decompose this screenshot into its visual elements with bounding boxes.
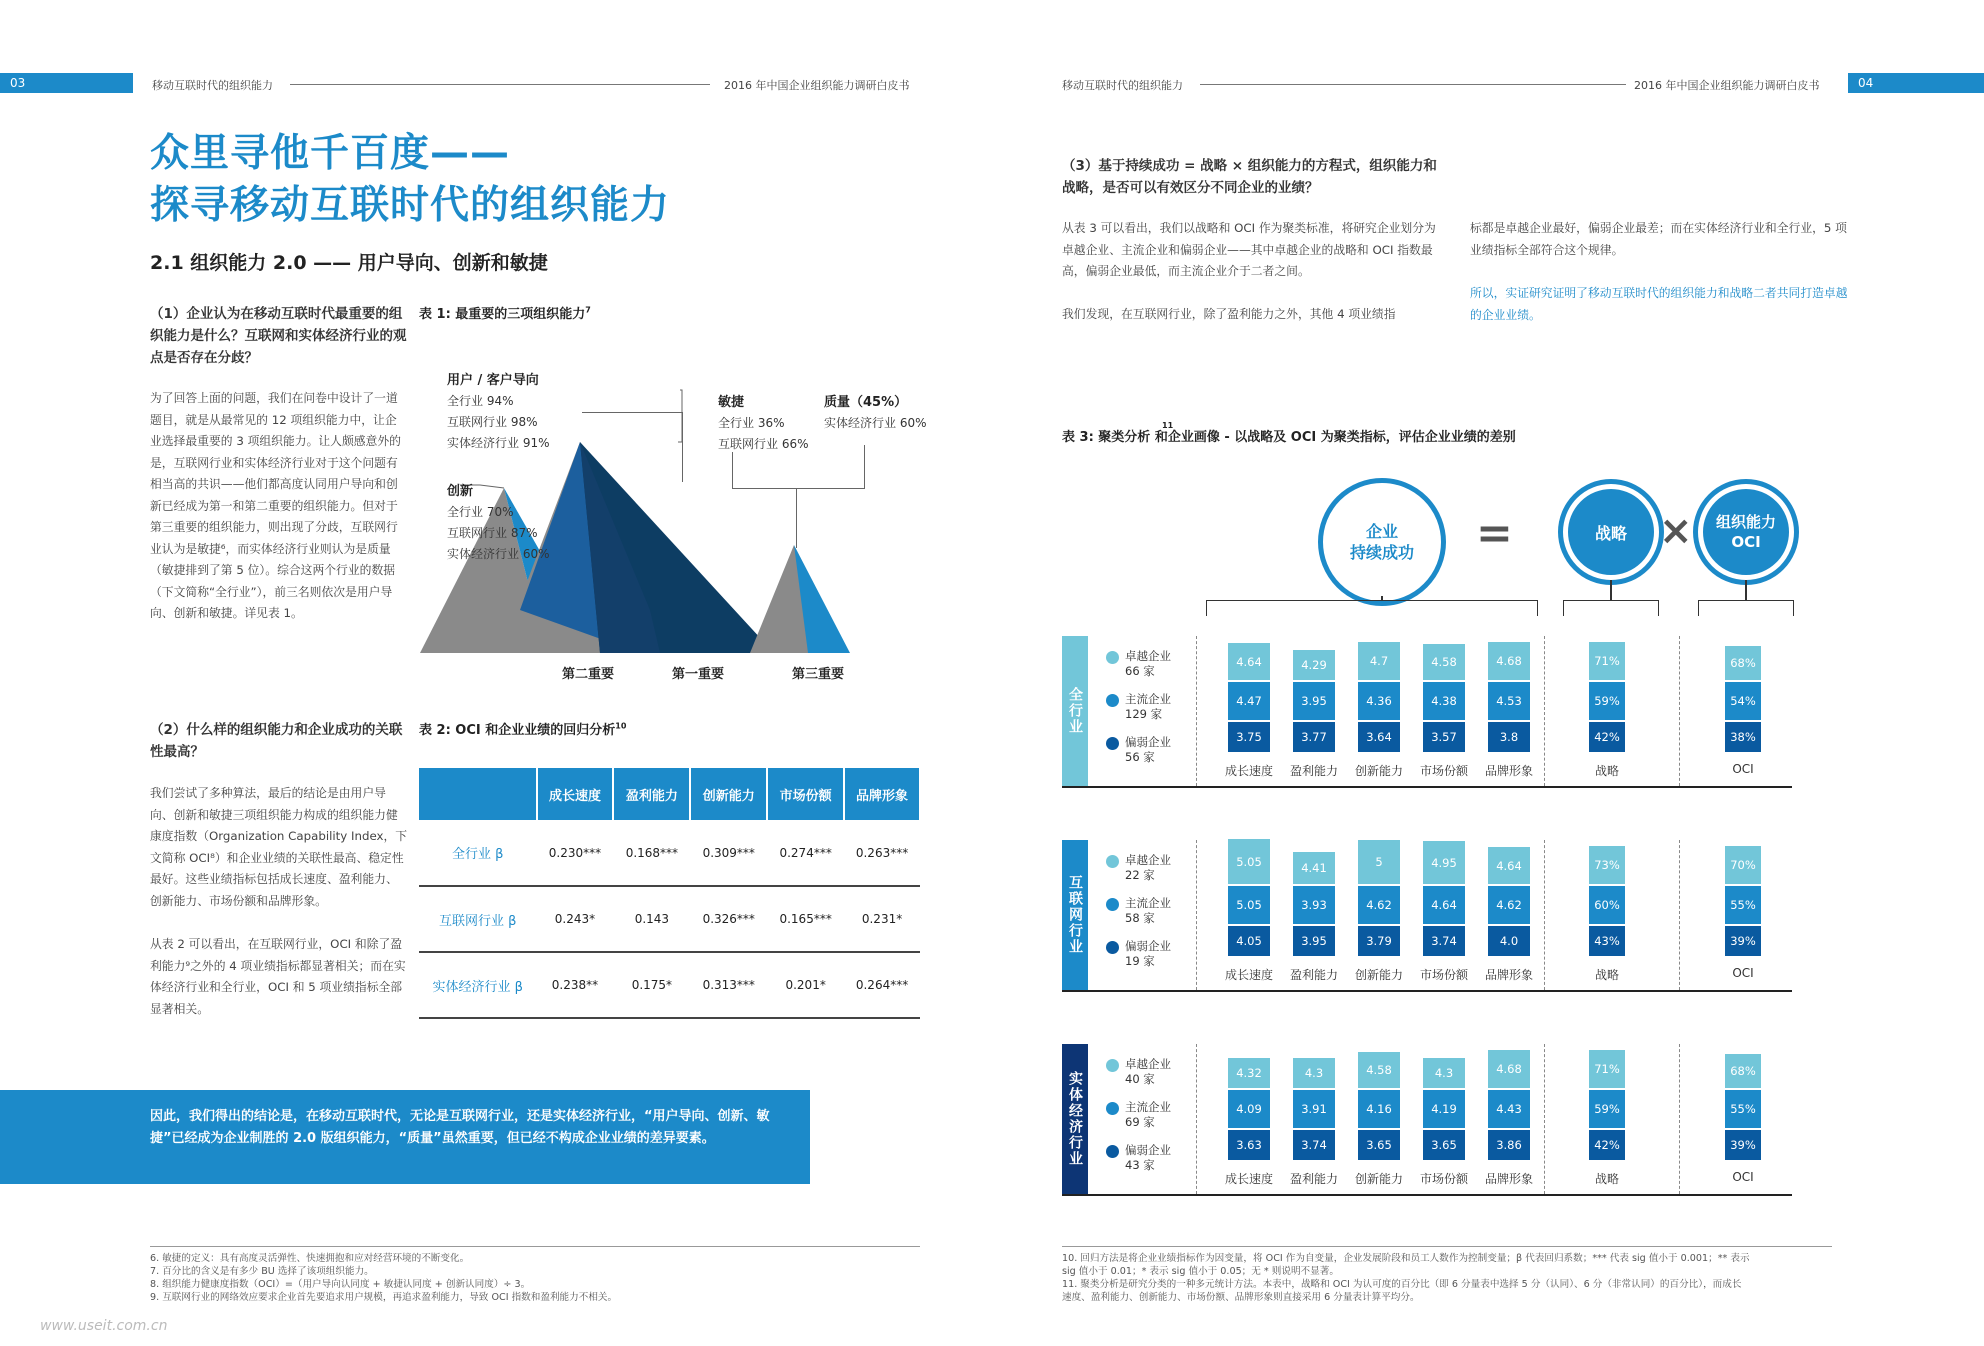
strategy-bar-segment: 60% bbox=[1589, 886, 1625, 924]
metric-bar-segment: 4.62 bbox=[1488, 886, 1530, 924]
metric-x-label: 品牌形象 bbox=[1484, 1172, 1533, 1186]
panel-separator bbox=[1679, 636, 1680, 786]
metric-bar-segment: 3.57 bbox=[1423, 722, 1465, 752]
legend-dot bbox=[1106, 737, 1119, 750]
metric-bar-segment: 3.74 bbox=[1423, 926, 1465, 956]
table-cell: 0.274*** bbox=[767, 820, 844, 886]
agile-connector-v2 bbox=[796, 488, 797, 548]
legend-entry: 主流企业 69 家 bbox=[1125, 1100, 1171, 1129]
table-cell: 0.168*** bbox=[613, 820, 690, 886]
strategy-bracket-stem bbox=[1610, 580, 1612, 600]
metric-x-label: 盈利能力 bbox=[1289, 764, 1338, 778]
panel-separator bbox=[1544, 840, 1545, 990]
page-number-tab-right bbox=[1848, 73, 1984, 93]
metric-bar-segment: 4.05 bbox=[1228, 926, 1270, 956]
oci-x-label: OCI bbox=[1732, 966, 1754, 980]
conclusion-text: 因此，我们得出的结论是，在移动互联时代，无论是互联网行业，还是实体经济行业，“用户导向、创新、敏捷”已经成为企业制胜的 2.0 版组织能力，“质量”虽然重要，但已经不构成企业业绩的差异要素。 bbox=[150, 1109, 770, 1146]
table2-corner bbox=[419, 768, 537, 820]
metric-bar-segment: 4.95 bbox=[1423, 841, 1465, 884]
metric-bar-segment: 4.7 bbox=[1358, 642, 1400, 680]
metric-bar-segment: 3.65 bbox=[1423, 1130, 1465, 1160]
success-bracket bbox=[1206, 600, 1538, 616]
legend-dot bbox=[1106, 1102, 1119, 1115]
table-cell: 0.309*** bbox=[690, 820, 767, 886]
legend-dot bbox=[1106, 855, 1119, 868]
legend-dot bbox=[1106, 651, 1119, 664]
panel-baseline bbox=[1062, 990, 1792, 992]
quality-connector-v bbox=[864, 445, 865, 489]
oci-bar-segment: 70% bbox=[1725, 846, 1761, 884]
metric-bar-segment: 5 bbox=[1358, 840, 1400, 884]
panel-side-label: 实体经济行业 bbox=[1062, 1044, 1088, 1194]
header-right-text-right: 2016 年中国企业组织能力调研白皮书 bbox=[1634, 79, 1820, 92]
table-cell: 0.143 bbox=[613, 886, 690, 952]
strategy-bar-segment: 59% bbox=[1589, 682, 1625, 720]
legend-entry: 主流企业 58 家 bbox=[1125, 896, 1171, 925]
question-3: （3）基于持续成功 = 战略 × 组织能力的方程式，组织能力和战略，是否可以有效区分不同企业的业绩？ bbox=[1062, 158, 1437, 196]
strategy-bracket bbox=[1563, 600, 1659, 616]
page-title-line2: 探寻移动互联时代的组织能力 bbox=[150, 183, 671, 228]
legend-dot bbox=[1106, 694, 1119, 707]
question-2: （2）什么样的组织能力和企业成功的关联性最高？ bbox=[150, 722, 403, 760]
strategy-bar-segment: 42% bbox=[1589, 1130, 1625, 1160]
question-1: （1）企业认为在移动互联时代最重要的组织能力是什么？互联网和实体经济行业的观点是否存在分歧？ bbox=[150, 306, 407, 366]
legend-entry: 主流企业 129 家 bbox=[1125, 692, 1171, 721]
metric-bar-segment: 4.19 bbox=[1423, 1090, 1465, 1128]
metric-bar-segment: 4.41 bbox=[1293, 852, 1335, 884]
table-cell: 0.243* bbox=[537, 886, 614, 952]
row-label: 实体经济行业 β bbox=[419, 952, 537, 1018]
table2-title: 表 2: OCI 和企业业绩的回归分析$^{10}$ bbox=[419, 721, 627, 738]
section-title: 2.1 组织能力 2.0 —— 用户导向、创新和敏捷 bbox=[150, 252, 548, 274]
header-rule bbox=[290, 84, 710, 85]
paragraph-4: 从表 3 可以看出，我们以战略和 OCI 作为聚类标准，将研究企业划分为卓越企业、主流企业和偏弱企业——其中卓越企业的战略和 OCI 指数最高，偏弱企业最低，而主流企业介于二者之间。 bbox=[1062, 221, 1436, 278]
metric-x-label: 盈利能力 bbox=[1289, 1172, 1338, 1186]
metric-bar-segment: 4.29 bbox=[1293, 650, 1335, 680]
panel-separator bbox=[1196, 636, 1197, 786]
user-connector-h bbox=[582, 412, 683, 413]
panel-separator bbox=[1544, 1044, 1545, 1194]
legend-entry: 卓越企业 40 家 bbox=[1125, 1057, 1171, 1086]
oci-bar-segment: 39% bbox=[1725, 1130, 1761, 1160]
strategy-bar-segment: 43% bbox=[1589, 926, 1625, 956]
metric-bar-segment: 3.65 bbox=[1358, 1130, 1400, 1160]
regression-table bbox=[419, 768, 921, 1019]
metric-x-label: 市场份额 bbox=[1419, 968, 1468, 982]
strategy-x-label: 战略 bbox=[1594, 968, 1619, 982]
metric-bar-segment: 3.74 bbox=[1293, 1130, 1335, 1160]
table-cell: 0.231* bbox=[844, 886, 920, 952]
paragraph-3: 从表 2 可以看出，在互联网行业，OCI 和除了盈利能力⁹之外的 4 项业绩指标都显著相关；而在实体经济行业和全行业，OCI 和 5 项业绩指标全部显著相关。 bbox=[150, 937, 406, 1016]
metric-bar-segment: 4.64 bbox=[1423, 886, 1465, 924]
paragraph-6: 标都是卓越企业最好，偏弱企业最差；而在实体经济行业和全行业，5 项业绩指标全部符合这个规律。 bbox=[1470, 221, 1847, 257]
table-row bbox=[419, 952, 920, 1018]
metric-bar-segment: 4.36 bbox=[1358, 682, 1400, 720]
table-cell: 0.201* bbox=[767, 952, 844, 1018]
panel-separator bbox=[1196, 840, 1197, 990]
metric-bar-segment: 4.53 bbox=[1488, 682, 1530, 720]
success-bracket-stem bbox=[1381, 596, 1383, 601]
table2-header: 盈利能力 bbox=[613, 768, 690, 820]
metric-bar-segment: 4.64 bbox=[1488, 847, 1530, 884]
innovation-label-group: 创新 全行业 70% 互联网行业 87% 实体经济行业 60% bbox=[447, 484, 550, 561]
metric-bar-segment: 3.8 bbox=[1488, 722, 1530, 752]
panel-separator bbox=[1196, 1044, 1197, 1194]
strategy-bar-segment: 59% bbox=[1589, 1090, 1625, 1128]
metric-bar-segment: 3.79 bbox=[1358, 926, 1400, 956]
user-connector-v bbox=[682, 412, 683, 482]
strategy-bar-segment: 71% bbox=[1589, 642, 1625, 680]
metric-x-label: 创新能力 bbox=[1354, 1172, 1403, 1186]
metric-x-label: 成长速度 bbox=[1224, 1172, 1273, 1186]
row-label: 全行业 β bbox=[419, 820, 537, 886]
metric-x-label: 成长速度 bbox=[1224, 764, 1273, 778]
header-rule-right bbox=[1200, 84, 1626, 85]
metric-x-label: 创新能力 bbox=[1354, 764, 1403, 778]
metric-bar-segment: 3.75 bbox=[1228, 722, 1270, 752]
strategy-circle: 战略 bbox=[1563, 484, 1659, 580]
legend-entry: 偏弱企业 19 家 bbox=[1125, 939, 1171, 968]
footnote-rule-left bbox=[150, 1246, 920, 1247]
metric-bar-segment: 4.3 bbox=[1293, 1058, 1335, 1088]
metric-bar-segment: 4.58 bbox=[1358, 1052, 1400, 1088]
table-cell: 0.175* bbox=[613, 952, 690, 1018]
quality-label-group: 质量（45%） 实体经济行业 60% bbox=[824, 395, 927, 430]
metric-bar-segment: 5.05 bbox=[1228, 839, 1270, 884]
oci-bar-segment: 68% bbox=[1725, 1054, 1761, 1088]
metric-x-label: 品牌形象 bbox=[1484, 764, 1533, 778]
metric-bar-segment: 4.38 bbox=[1423, 682, 1465, 720]
footnote-rule-right bbox=[1062, 1246, 1832, 1247]
metric-x-label: 成长速度 bbox=[1224, 968, 1273, 982]
panel-side-label: 互联网行业 bbox=[1062, 840, 1088, 990]
metric-bar-segment: 4.58 bbox=[1423, 644, 1465, 680]
metric-bar-segment: 4.68 bbox=[1488, 1050, 1530, 1088]
equals-sign: = bbox=[1476, 508, 1513, 559]
panel-separator bbox=[1544, 636, 1545, 786]
legend-dot bbox=[1106, 1059, 1119, 1072]
page-number: 03 bbox=[10, 76, 26, 90]
metric-bar-segment: 3.86 bbox=[1488, 1130, 1530, 1160]
legend-entry: 卓越企业 22 家 bbox=[1125, 853, 1171, 882]
metric-bar-segment: 5.05 bbox=[1228, 886, 1270, 924]
metric-bar-segment: 4.47 bbox=[1228, 682, 1270, 720]
panel-separator bbox=[1679, 840, 1680, 990]
table-cell: 0.264*** bbox=[844, 952, 920, 1018]
table-cell: 0.165*** bbox=[767, 886, 844, 952]
table1-title: 表 1: 最重要的三项组织能力$^7$ bbox=[419, 305, 591, 322]
table-row bbox=[419, 820, 920, 886]
metric-x-label: 品牌形象 bbox=[1484, 968, 1533, 982]
oci-bar-segment: 68% bbox=[1725, 646, 1761, 680]
metric-x-label: 创新能力 bbox=[1354, 968, 1403, 982]
metric-bar-segment: 3.95 bbox=[1293, 926, 1335, 956]
times-sign: × bbox=[1659, 508, 1693, 554]
metric-bar-segment: 3.93 bbox=[1293, 886, 1335, 924]
table2-header: 市场份额 bbox=[767, 768, 844, 820]
table-cell: 0.326*** bbox=[690, 886, 767, 952]
paragraph-5: 我们发现，在互联网行业，除了盈利能力之外，其他 4 项业绩指 bbox=[1062, 307, 1396, 321]
legend-entry: 偏弱企业 43 家 bbox=[1125, 1143, 1171, 1172]
watermark: www.useit.com.cn bbox=[40, 1318, 168, 1334]
metric-bar-segment: 3.63 bbox=[1228, 1130, 1270, 1160]
metric-bar-segment: 4.64 bbox=[1228, 643, 1270, 680]
metric-x-label: 市场份额 bbox=[1419, 764, 1468, 778]
table2-header: 成长速度 bbox=[537, 768, 614, 820]
header-left-text: 移动互联时代的组织能力 bbox=[152, 79, 273, 92]
strategy-bar-segment: 71% bbox=[1589, 1050, 1625, 1088]
strategy-bar-segment: 42% bbox=[1589, 722, 1625, 752]
metric-bar-segment: 4.09 bbox=[1228, 1090, 1270, 1128]
metric-bar-segment: 4.3 bbox=[1423, 1058, 1465, 1088]
metric-x-label: 市场份额 bbox=[1419, 1172, 1468, 1186]
table-row bbox=[419, 886, 920, 952]
metric-bar-segment: 4.32 bbox=[1228, 1058, 1270, 1088]
legend-dot bbox=[1106, 1145, 1119, 1158]
row-label: 互联网行业 β bbox=[419, 886, 537, 952]
axis-second: 第二重要 bbox=[562, 667, 615, 682]
conclusion-box bbox=[0, 1090, 810, 1184]
oci-bracket bbox=[1698, 600, 1794, 616]
metric-bar-segment: 3.77 bbox=[1293, 722, 1335, 752]
axis-first: 第一重要 bbox=[672, 667, 725, 682]
table2-header: 创新能力 bbox=[690, 768, 767, 820]
table3-title: 表 3: 聚类分析 和企业画像 - 以战略及 OCI 为聚类指标，评估企业业绩的差别 bbox=[1062, 430, 1516, 445]
legend-dot bbox=[1106, 898, 1119, 911]
page-number-tab bbox=[0, 73, 133, 93]
metric-bar-segment: 3.95 bbox=[1293, 682, 1335, 720]
paragraph-7: 所以，实证研究证明了移动互联时代的组织能力和战略二者共同打造卓越的企业业绩。 bbox=[1470, 286, 1848, 322]
legend-entry: 偏弱企业 56 家 bbox=[1125, 735, 1171, 764]
metric-bar-segment: 4.68 bbox=[1488, 642, 1530, 680]
panel-separator bbox=[1679, 1044, 1680, 1194]
panel-side-label: 全行业 bbox=[1062, 636, 1088, 786]
user-label-group: 用户 / 客户导向 全行业 94% 互联网行业 98% 实体经济行业 91% bbox=[447, 373, 550, 450]
paragraph-2: 我们尝试了多种算法，最后的结论是由用户导向、创新和敏捷三项组织能力构成的组织能力健康度指数（Organization Capability Index，下文简称 OCI⁸）和企业业绩的关联性最高、稳定性最好。这些业绩指标包括成长速度、盈利能力、创新能力、市场份额和品牌形象。 bbox=[150, 786, 408, 908]
table-cell: 0.263*** bbox=[844, 820, 920, 886]
oci-bracket-stem bbox=[1745, 580, 1747, 600]
panel-baseline bbox=[1062, 1194, 1792, 1196]
metric-bar-segment: 4.16 bbox=[1358, 1090, 1400, 1128]
oci-circle: 组织能力 OCI bbox=[1698, 484, 1794, 580]
metric-bar-segment: 3.91 bbox=[1293, 1090, 1335, 1128]
oci-bar-segment: 38% bbox=[1725, 722, 1761, 752]
strategy-x-label: 战略 bbox=[1594, 764, 1619, 778]
table-cell: 0.238** bbox=[537, 952, 614, 1018]
agile-connector-v1 bbox=[732, 452, 733, 488]
agile-label-group: 敏捷 全行业 36% 互联网行业 66% bbox=[718, 395, 809, 451]
table2-header: 品牌形象 bbox=[844, 768, 920, 820]
footnotes-right: 10. 回归方法是将企业业绩指标作为因变量，将 OCI 作为自变量，企业发展阶段和员工人数作为控制变量；β 代表回归系数；*** 代表 sig 值小于 0.001；** 表示 sig 值小于 0.01；* 表示 sig 值小于 0.05；无 * 则说明不显著。 11. 聚类分析是研究分类的一种多元统计方法。本表中，战略和 OCI 为认可度的百分比（即 6 分量表中选择 5 分（认同）、6 分（非常认同）的百分比），而成长 速度、盈利能力、创新能力、市场份额、品牌形象则直接采用 6 分量表计算平均分。 bbox=[1062, 1253, 1750, 1303]
header-left-text-right: 移动互联时代的组织能力 bbox=[1062, 79, 1183, 92]
success-circle: 企业 持续成功 bbox=[1318, 478, 1446, 606]
oci-bar-segment: 54% bbox=[1725, 682, 1761, 720]
table3-sup: 11 bbox=[1162, 421, 1174, 430]
table-cell: 0.230*** bbox=[537, 820, 614, 886]
oci-x-label: OCI bbox=[1732, 762, 1754, 776]
oci-bar-segment: 55% bbox=[1725, 886, 1761, 924]
table-cell: 0.313*** bbox=[690, 952, 767, 1018]
footnotes-left: 6. 敏捷的定义：具有高度灵活弹性、快速拥抱和应对经营环境的不断变化。 7. 百分比的含义是有多少 BU 选择了该项组织能力。 8. 组织能力健康度指数（OCI）=（用户导向认同度 + 敏捷认同度 + 创新认同度）÷ 3。 9. 互联网行业的网络效应要求企业首先要追求用户规模，再追求盈利能力，导致 OCI 指数和盈利能力不相关。 bbox=[150, 1253, 618, 1303]
page-title-line1: 众里寻他千百度—— bbox=[150, 131, 511, 176]
metric-x-label: 盈利能力 bbox=[1289, 968, 1338, 982]
oci-bar-segment: 39% bbox=[1725, 926, 1761, 956]
agile-connector-h bbox=[732, 488, 864, 489]
metric-bar-segment: 4.0 bbox=[1488, 926, 1530, 956]
legend-entry: 卓越企业 66 家 bbox=[1125, 649, 1171, 678]
paragraph-1: 为了回答上面的问题，我们在问卷中设计了一道题目，就是从最常见的 12 项组织能力中，让企业选择最重要的 3 项组织能力。让人颇感意外的是，互联网行业和实体经济行业对于这个问题有相当高的共识——他们都高度认同用户导向和创新已经成为第一和第二重要的组织能力。但对于第三重要的组织能力，则出现了分歧，互联网行业认为是敏捷⁶，而实体经济行业则认为是质量（敏捷排到了第 5 位）。综合这两个行业的数据（下文简称“全行业”），前三名则依次是用户导向、创新和敏捷。详见表 1。 bbox=[150, 391, 401, 620]
strategy-x-label: 战略 bbox=[1594, 1172, 1619, 1186]
header-right-text: 2016 年中国企业组织能力调研白皮书 bbox=[724, 79, 910, 92]
metric-bar-segment: 4.62 bbox=[1358, 886, 1400, 924]
page-number: 04 bbox=[1858, 76, 1874, 90]
strategy-bar-segment: 73% bbox=[1589, 846, 1625, 884]
oci-x-label: OCI bbox=[1732, 1170, 1754, 1184]
metric-bar-segment: 3.64 bbox=[1358, 722, 1400, 752]
panel-baseline bbox=[1062, 786, 1792, 788]
oci-bar-segment: 55% bbox=[1725, 1090, 1761, 1128]
legend-dot bbox=[1106, 941, 1119, 954]
axis-third: 第三重要 bbox=[792, 667, 845, 682]
metric-bar-segment: 4.43 bbox=[1488, 1090, 1530, 1128]
